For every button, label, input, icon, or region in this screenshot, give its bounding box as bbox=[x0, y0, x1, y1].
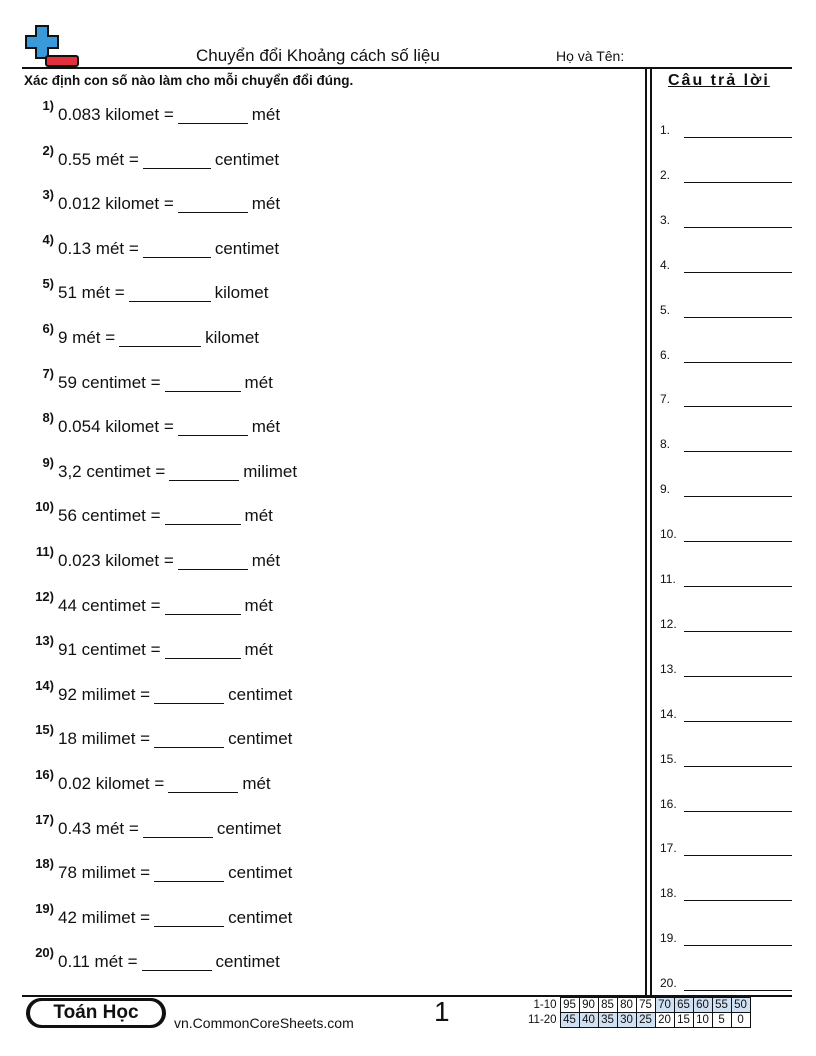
answer-line[interactable] bbox=[684, 990, 792, 991]
question-prompt: 91 centimet = bbox=[58, 640, 161, 660]
answer-blank[interactable] bbox=[143, 819, 213, 838]
answer-column-divider bbox=[645, 69, 652, 996]
question-row bbox=[24, 321, 260, 348]
question-prompt: 3,2 centimet = bbox=[58, 461, 166, 481]
score-cell: 65 bbox=[674, 998, 693, 1013]
answer-label: 3. bbox=[660, 212, 671, 227]
answer-label: 20. bbox=[660, 976, 677, 991]
answer-line[interactable] bbox=[684, 900, 792, 901]
question-row bbox=[24, 499, 273, 526]
answer-blank[interactable] bbox=[165, 640, 241, 659]
answer-blank[interactable] bbox=[119, 328, 201, 347]
score-cell: 10 bbox=[693, 1013, 712, 1028]
question-row bbox=[24, 633, 273, 660]
score-cell: 55 bbox=[712, 998, 731, 1013]
question-prompt: 0.054 kilomet = bbox=[58, 417, 174, 437]
answer-line[interactable] bbox=[684, 631, 792, 632]
question-prompt: 0.023 kilomet = bbox=[58, 551, 174, 570]
question-row bbox=[24, 900, 293, 928]
question-unit: centimet bbox=[228, 729, 293, 749]
question-number: 7) bbox=[42, 365, 54, 381]
score-row-label: 1-10 bbox=[533, 999, 557, 1011]
question-prompt: 56 centimet = bbox=[58, 506, 161, 526]
question-number: 15) bbox=[35, 722, 54, 738]
answer-line[interactable] bbox=[684, 855, 792, 856]
score-cell: 0 bbox=[731, 1013, 750, 1028]
answer-blank[interactable] bbox=[169, 462, 239, 481]
score-cell: 25 bbox=[636, 1013, 655, 1028]
question-row bbox=[24, 945, 280, 972]
answer-blank[interactable] bbox=[178, 194, 248, 213]
answer-line[interactable] bbox=[684, 317, 792, 318]
answer-line[interactable] bbox=[684, 362, 792, 363]
answer-label: 14. bbox=[660, 706, 677, 721]
answer-line[interactable] bbox=[684, 406, 792, 407]
answer-blank[interactable] bbox=[154, 729, 224, 748]
question-row bbox=[24, 98, 281, 125]
question-prompt: 0.11 mét = bbox=[58, 952, 138, 972]
answer-line[interactable] bbox=[684, 137, 792, 138]
brand-label: Toán Học bbox=[30, 1001, 162, 1025]
answer-label: 9. bbox=[660, 482, 671, 497]
answer-label: 6. bbox=[660, 347, 671, 362]
answer-label: 12. bbox=[660, 616, 677, 631]
answer-line[interactable] bbox=[684, 541, 792, 542]
question-number: 11) bbox=[35, 544, 54, 559]
question-row bbox=[24, 231, 280, 259]
score-cell: 80 bbox=[617, 998, 636, 1013]
score-cell: 30 bbox=[617, 1013, 636, 1028]
question-prompt: 51 mét = bbox=[58, 283, 125, 303]
question-unit: centimet bbox=[228, 863, 293, 883]
question-unit: centimet bbox=[215, 952, 280, 972]
question-prompt: 78 milimet = bbox=[58, 863, 151, 883]
score-cell: 40 bbox=[579, 1013, 598, 1028]
answer-label: 15. bbox=[660, 751, 677, 766]
question-unit: mét bbox=[251, 105, 281, 124]
score-table bbox=[526, 997, 751, 1028]
answer-label: 11. bbox=[660, 572, 676, 586]
question-prompt: 0.083 kilomet = bbox=[58, 105, 174, 124]
question-unit: mét bbox=[251, 551, 281, 570]
answer-blank[interactable] bbox=[142, 952, 212, 971]
question-row bbox=[24, 856, 293, 883]
question-number: 9) bbox=[42, 454, 54, 470]
answer-blank[interactable] bbox=[165, 373, 241, 392]
answer-label: 1. bbox=[660, 123, 671, 137]
question-unit: centimet bbox=[214, 149, 280, 169]
answer-line[interactable] bbox=[684, 766, 792, 767]
question-row bbox=[24, 142, 280, 170]
answer-label: 18. bbox=[660, 886, 677, 901]
score-cell: 50 bbox=[731, 998, 750, 1013]
question-prompt: 0.13 mét = bbox=[58, 238, 139, 258]
question-number: 8) bbox=[42, 410, 54, 426]
question-prompt: 44 centimet = bbox=[58, 595, 161, 615]
question-unit: mét bbox=[244, 640, 273, 660]
question-unit: mét bbox=[242, 774, 271, 793]
score-cell: 85 bbox=[598, 998, 617, 1013]
question-unit: centimet bbox=[228, 684, 293, 704]
score-cell: 75 bbox=[636, 998, 655, 1013]
answer-line[interactable] bbox=[684, 676, 792, 677]
question-number: 18) bbox=[35, 856, 54, 872]
question-unit: centimet bbox=[216, 818, 282, 838]
answer-line[interactable] bbox=[684, 586, 792, 587]
answer-line[interactable] bbox=[684, 811, 792, 812]
answer-label: 10. bbox=[660, 527, 677, 542]
answer-label: 13. bbox=[660, 661, 677, 676]
name-label: Họ và Tên: bbox=[556, 48, 625, 64]
question-row bbox=[24, 187, 281, 214]
answer-blank[interactable] bbox=[178, 105, 248, 124]
answer-line[interactable] bbox=[684, 721, 792, 722]
score-cell: 20 bbox=[655, 1013, 674, 1028]
score-row bbox=[526, 1013, 750, 1028]
question-number: 5) bbox=[42, 276, 54, 292]
answer-line[interactable] bbox=[684, 272, 792, 273]
question-unit: milimet bbox=[243, 461, 298, 481]
question-number: 14) bbox=[35, 677, 54, 693]
answer-blank[interactable] bbox=[165, 596, 241, 615]
answer-blank[interactable] bbox=[154, 908, 224, 927]
question-row bbox=[24, 767, 271, 794]
answer-label: 5. bbox=[660, 302, 671, 317]
question-row bbox=[24, 410, 281, 437]
score-cell: 70 bbox=[655, 998, 674, 1013]
score-cell: 95 bbox=[560, 998, 579, 1013]
question-prompt: 92 milimet = bbox=[58, 684, 151, 704]
question-number: 3) bbox=[42, 187, 54, 203]
question-number: 16) bbox=[35, 767, 54, 782]
question-unit: centimet bbox=[214, 238, 280, 258]
answer-blank[interactable] bbox=[165, 506, 241, 525]
question-unit: kilomet bbox=[205, 328, 260, 347]
answer-line[interactable] bbox=[684, 945, 792, 946]
question-unit: mét bbox=[251, 194, 281, 214]
score-cell: 90 bbox=[579, 998, 598, 1013]
question-row bbox=[24, 544, 281, 571]
answer-blank[interactable] bbox=[178, 417, 248, 436]
question-row bbox=[24, 365, 273, 393]
answer-heading: Câu trả lời bbox=[668, 72, 770, 89]
question-prompt: 9 mét = bbox=[58, 328, 116, 347]
answer-line[interactable] bbox=[684, 451, 792, 452]
plus-minus-logo-icon bbox=[24, 24, 80, 68]
question-row bbox=[24, 722, 293, 749]
question-row bbox=[24, 276, 269, 303]
question-number: 12) bbox=[35, 588, 54, 604]
instructions: Xác định con số nào làm cho mỗi chuyển đổi đúng. bbox=[24, 73, 354, 88]
question-prompt: 59 centimet = bbox=[58, 372, 161, 392]
question-prompt: 0.55 mét = bbox=[58, 149, 139, 169]
score-cell: 35 bbox=[598, 1013, 617, 1028]
score-cell: 60 bbox=[693, 998, 712, 1013]
answer-blank[interactable] bbox=[154, 863, 224, 882]
score-cell: 5 bbox=[712, 1013, 731, 1028]
question-prompt: 42 milimet = bbox=[58, 907, 151, 927]
question-row bbox=[24, 677, 293, 705]
answer-blank[interactable] bbox=[129, 283, 211, 302]
question-prompt: 0.02 kilomet = bbox=[58, 774, 165, 793]
question-row bbox=[24, 454, 298, 482]
score-cell: 45 bbox=[560, 1013, 579, 1028]
site-url: vn.CommonCoreSheets.com bbox=[174, 1015, 354, 1031]
answer-blank[interactable] bbox=[154, 685, 224, 704]
answer-label: 17. bbox=[660, 841, 677, 856]
question-number: 20) bbox=[35, 945, 54, 961]
header-rule bbox=[22, 67, 792, 69]
question-number: 6) bbox=[42, 321, 54, 336]
question-unit: centimet bbox=[228, 907, 293, 927]
answer-line[interactable] bbox=[684, 496, 792, 497]
question-unit: mét bbox=[244, 506, 273, 526]
answer-label: 7. bbox=[660, 392, 671, 407]
score-row-label: 11-20 bbox=[528, 1014, 557, 1026]
answer-blank[interactable] bbox=[143, 239, 211, 258]
question-number: 13) bbox=[35, 633, 54, 649]
question-number: 19) bbox=[35, 900, 54, 916]
answer-blank[interactable] bbox=[143, 150, 211, 169]
answer-line[interactable] bbox=[684, 182, 792, 183]
answer-blank[interactable] bbox=[168, 774, 238, 793]
answer-label: 19. bbox=[660, 931, 677, 946]
question-unit: mét bbox=[244, 595, 273, 615]
score-cell: 15 bbox=[674, 1013, 693, 1028]
question-number: 1) bbox=[42, 98, 54, 113]
question-number: 4) bbox=[42, 231, 54, 247]
question-unit: mét bbox=[244, 372, 273, 392]
answer-label: 16. bbox=[660, 796, 677, 811]
question-prompt: 0.012 kilomet = bbox=[58, 194, 174, 214]
question-number: 17) bbox=[35, 811, 54, 827]
question-unit: kilomet bbox=[214, 283, 269, 303]
question-unit: mét bbox=[251, 417, 281, 437]
question-prompt: 0.43 mét = bbox=[58, 818, 139, 838]
brand-badge bbox=[26, 998, 166, 1028]
question-row bbox=[24, 811, 282, 839]
answer-line[interactable] bbox=[684, 227, 792, 228]
question-number: 2) bbox=[42, 142, 54, 158]
question-prompt: 18 milimet = bbox=[58, 729, 151, 749]
answer-label: 2. bbox=[660, 167, 671, 182]
score-row bbox=[526, 998, 750, 1013]
question-number: 10) bbox=[35, 499, 54, 515]
answer-blank[interactable] bbox=[178, 551, 248, 570]
page-number: 1 bbox=[434, 996, 450, 1027]
answer-label: 8. bbox=[660, 437, 671, 452]
worksheet-title: Chuyển đổi Khoảng cách số liệu bbox=[196, 46, 440, 65]
answer-label: 4. bbox=[660, 257, 671, 272]
question-row bbox=[24, 588, 273, 616]
